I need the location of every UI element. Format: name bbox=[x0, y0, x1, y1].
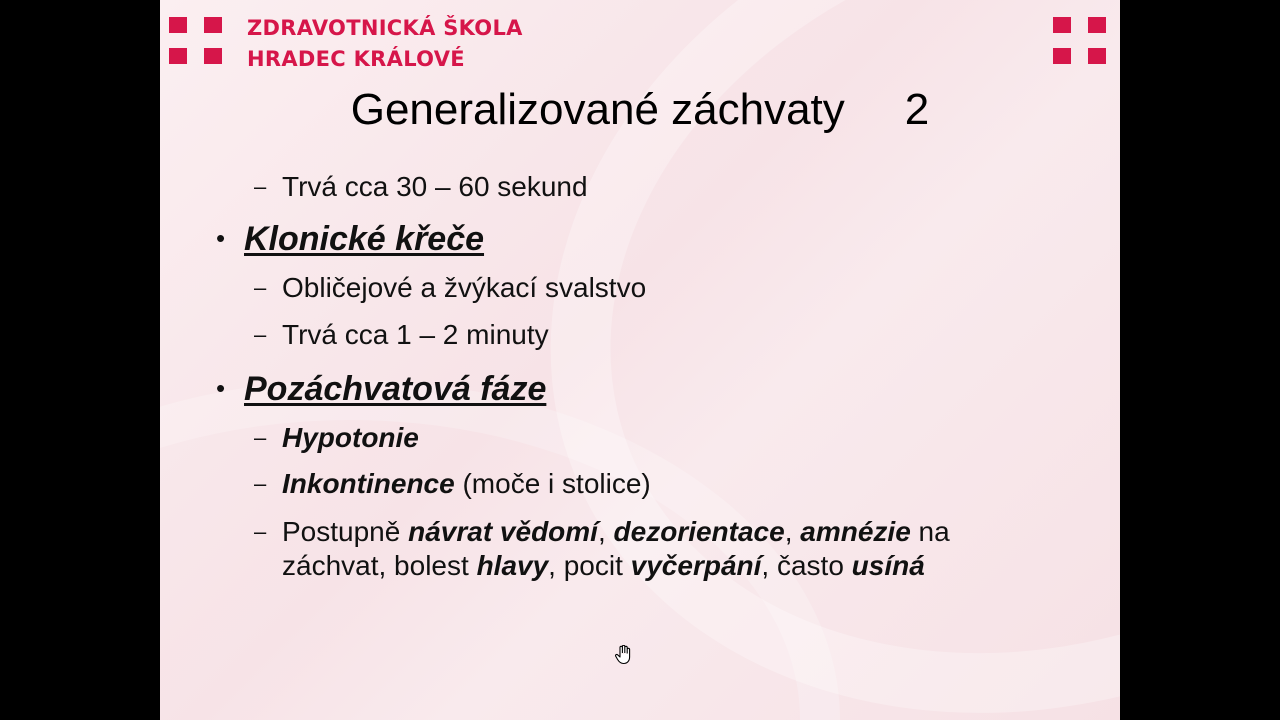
sub-bullet-text: Trvá cca 30 – 60 sekund bbox=[282, 171, 588, 202]
bold-term: hlavy bbox=[476, 550, 549, 581]
sub-bullet-text bbox=[282, 515, 1042, 583]
hand-pointer-icon bbox=[614, 645, 632, 665]
slide-title-number: 2 bbox=[904, 85, 930, 134]
dash-marker: – bbox=[254, 174, 267, 199]
sub-bullet bbox=[254, 467, 651, 502]
sub-bullet-text: Trvá cca 1 – 2 minuty bbox=[282, 319, 549, 350]
slide-title-text: Generalizované záchvaty bbox=[350, 85, 845, 134]
dash-marker: – bbox=[254, 519, 267, 544]
school-name-line1: ZDRAVOTNICKÁ ŠKOLA bbox=[247, 16, 523, 40]
plain-text: Postupně bbox=[282, 516, 409, 547]
bold-term: usíná bbox=[851, 550, 925, 581]
bullet-marker: • bbox=[216, 223, 226, 253]
school-name-line2: HRADEC KRÁLOVÉ bbox=[247, 47, 465, 71]
plain-text: , pocit bbox=[548, 550, 631, 581]
sub-bullet bbox=[254, 515, 950, 581]
dash-marker: – bbox=[254, 425, 267, 450]
slide[interactable] bbox=[160, 0, 1120, 720]
dash-marker: – bbox=[254, 275, 267, 300]
plain-text: , často bbox=[761, 550, 852, 581]
bold-term: Hypotonie bbox=[282, 422, 419, 453]
sub-bullet bbox=[254, 271, 647, 306]
bold-term: dezorientace bbox=[613, 516, 785, 547]
bold-term: návrat vědomí bbox=[408, 516, 598, 547]
sub-bullet-text: Obličejové a žvýkací svalstvo bbox=[282, 272, 647, 303]
plain-text: na záchvat, bolest bbox=[282, 516, 950, 581]
slide-content bbox=[160, 0, 1120, 720]
main-bullet-heading: Pozáchvatová fáze bbox=[244, 370, 547, 408]
sub-bullet bbox=[254, 318, 549, 353]
sub-bullet-text bbox=[282, 467, 1042, 501]
bullet-marker: • bbox=[216, 373, 226, 403]
main-bullet-heading: Klonické křeče bbox=[244, 220, 485, 258]
bold-term: vyčerpání bbox=[630, 550, 762, 581]
main-bullet bbox=[216, 218, 484, 259]
sub-bullet bbox=[254, 170, 588, 205]
plain-text: (moče i stolice) bbox=[454, 468, 651, 499]
sub-bullet-text bbox=[282, 421, 1042, 455]
sub-bullet bbox=[254, 421, 419, 456]
main-bullet bbox=[216, 368, 546, 409]
dash-marker: – bbox=[254, 322, 267, 347]
plain-text: , bbox=[784, 516, 801, 547]
plain-text: , bbox=[597, 516, 614, 547]
bold-term: Inkontinence bbox=[282, 468, 455, 499]
bold-term: amnézie bbox=[800, 516, 911, 547]
dash-marker: – bbox=[254, 471, 267, 496]
